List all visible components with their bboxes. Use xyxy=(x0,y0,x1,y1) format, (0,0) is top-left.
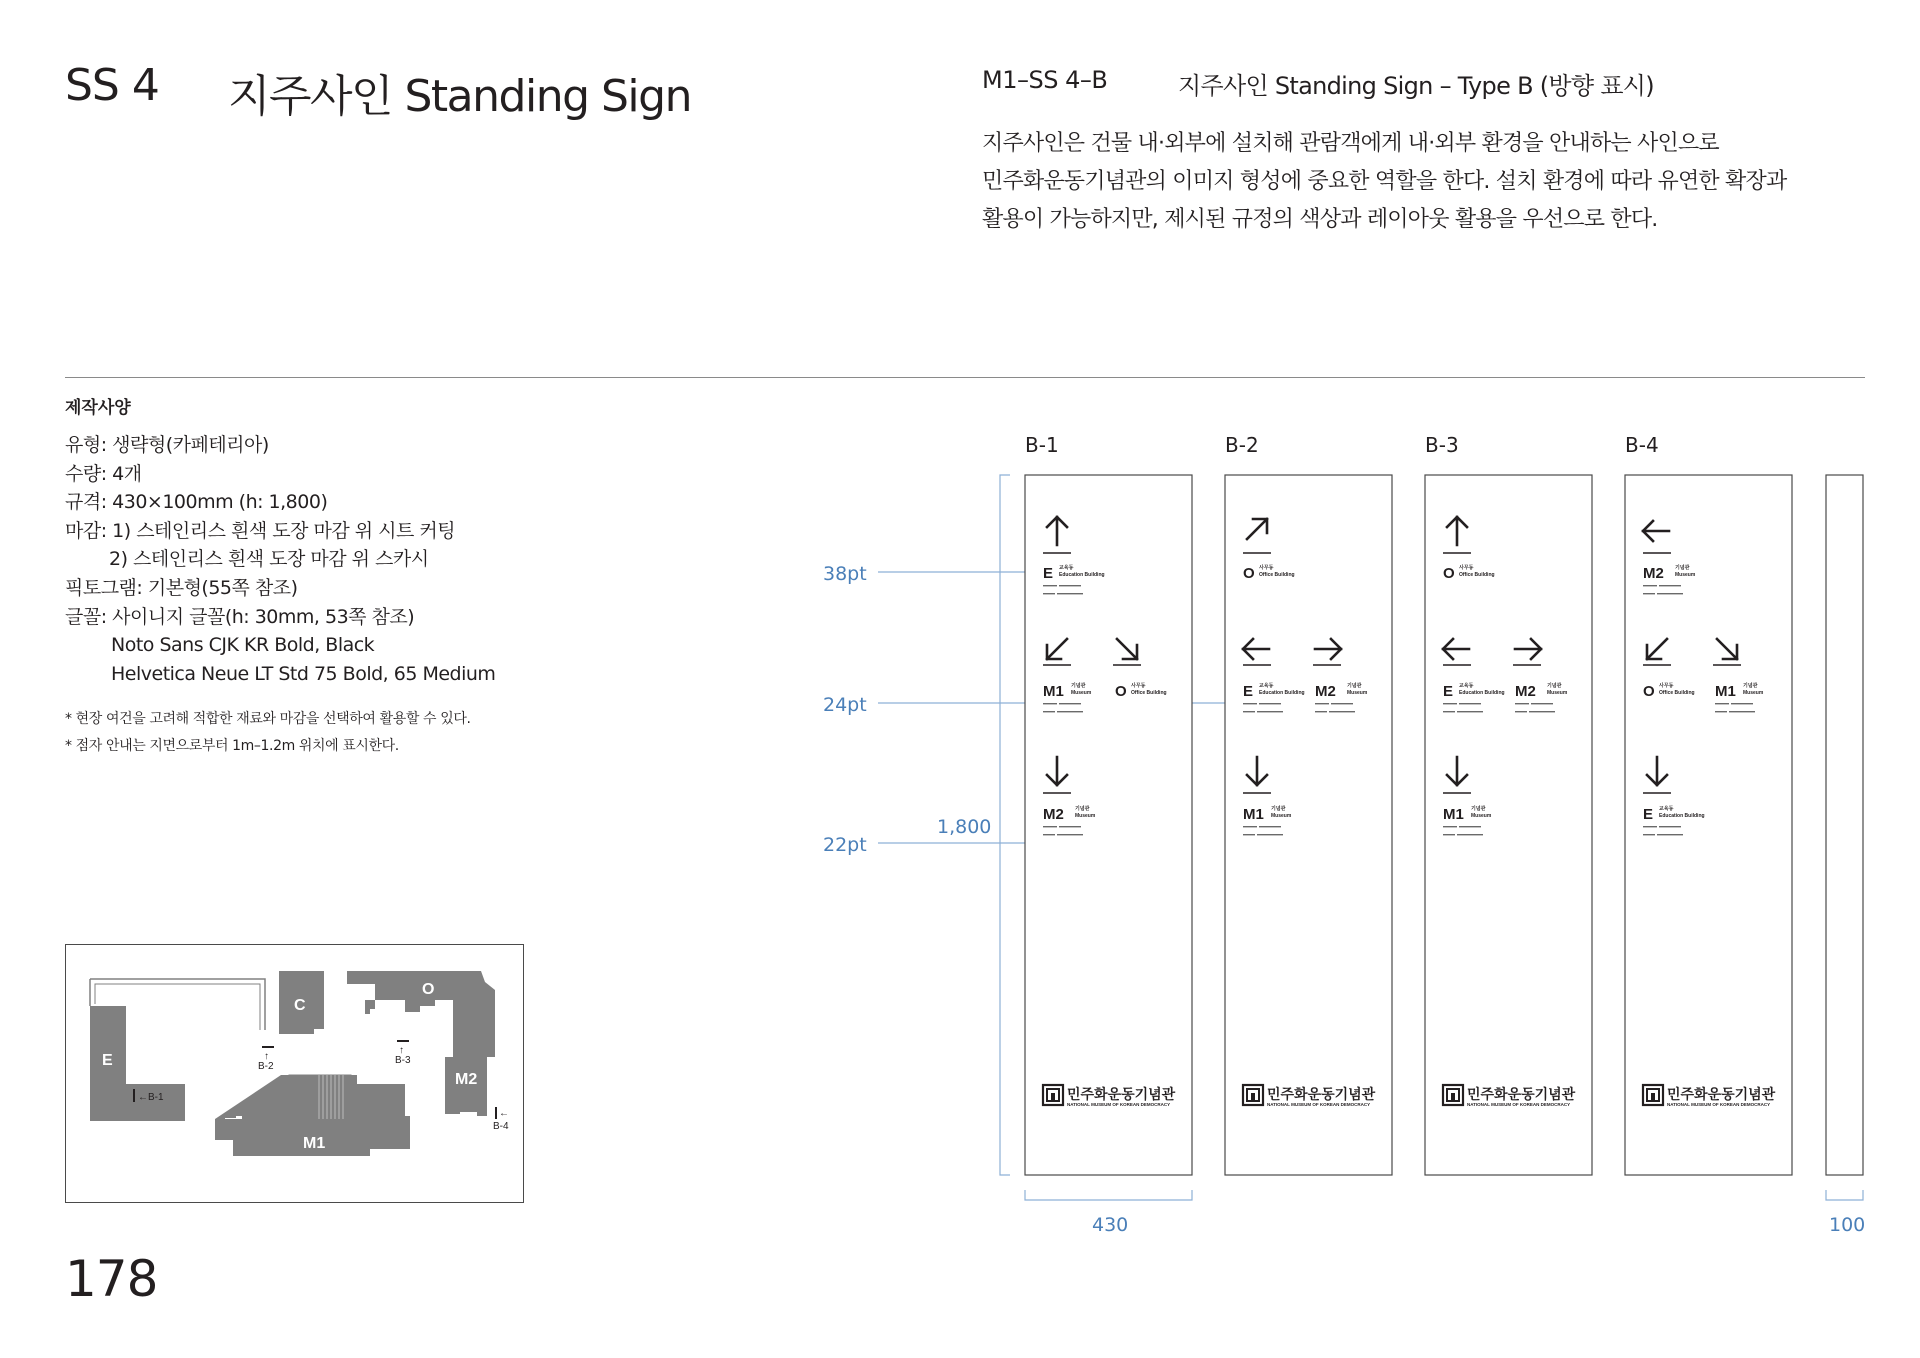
sign-ko: 기념관 xyxy=(1075,806,1090,812)
logo-text: 민주화운동기념관 xyxy=(1467,1087,1576,1103)
sign-en: Museum xyxy=(1547,690,1568,696)
sign-en: Office Building xyxy=(1131,690,1167,696)
spec-size: 규격: 430×100mm (h: 1,800) xyxy=(65,491,328,514)
dim-24pt: 24pt xyxy=(823,694,867,716)
spec-type: 유형: 생략형(카페테리아) xyxy=(65,434,269,456)
panel-label-b3: B-3 xyxy=(1425,433,1459,457)
note-2: * 점자 안내는 지면으로부터 1m–1.2m 위치에 표시한다. xyxy=(65,738,399,754)
page-number: 178 xyxy=(65,1250,158,1308)
sub-code: M1–SS 4–B xyxy=(982,66,1108,94)
dim-height: 1,800 xyxy=(937,816,992,838)
map-label-o: O xyxy=(422,981,435,998)
spec-finish-2: 2) 스테인리스 흰색 도장 마감 위 스카시 xyxy=(109,548,429,571)
sign-ko: 기념관 xyxy=(1547,683,1562,689)
sign-letter: E xyxy=(1043,565,1054,582)
map-arrow-b2: ↑ xyxy=(264,1051,269,1062)
sign-letter: M2 xyxy=(1643,565,1664,582)
spec-font: 글꼴: 사이니지 글꼴(h: 30mm, 53쪽 참조) xyxy=(65,605,415,628)
sub-title: 지주사인 Standing Sign – Type B (방향 표시) xyxy=(1178,72,1654,100)
dim-depth: 100 xyxy=(1829,1214,1866,1236)
map-label-m1: M1 xyxy=(303,1135,326,1152)
dim-width: 430 xyxy=(1092,1214,1129,1236)
sign-ko: 기념관 xyxy=(1271,806,1286,812)
sign-letter: E xyxy=(1243,683,1254,700)
sign-en: Office Building xyxy=(1259,572,1295,578)
sign-en: Museum xyxy=(1471,813,1492,819)
map-label-b2: B-2 xyxy=(258,1061,274,1072)
spec-quantity: 수량: 4개 xyxy=(65,462,142,485)
logo-icon xyxy=(1443,1085,1463,1105)
logo-icon xyxy=(1043,1085,1063,1105)
sign-letter: M1 xyxy=(1443,806,1464,823)
spec-font-1: Noto Sans CJK KR Bold, Black xyxy=(111,634,375,657)
sign-letter: M1 xyxy=(1043,683,1064,700)
spec-pictogram: 픽토그램: 기본형(55쪽 참조) xyxy=(65,576,298,599)
panel-b3 xyxy=(1425,475,1592,1175)
sign-ko: 교육동 xyxy=(1059,565,1074,571)
dim-depth-line xyxy=(1826,1190,1863,1200)
dim-height-line xyxy=(1000,475,1010,1175)
sign-ko: 사무동 xyxy=(1259,565,1274,571)
spec-font-2: Helvetica Neue LT Std 75 Bold, 65 Medium xyxy=(111,662,496,685)
sign-en: Education Building xyxy=(1459,690,1505,696)
sign-letter: O xyxy=(1443,565,1455,582)
sign-en: Museum xyxy=(1271,813,1292,819)
section-code: SS 4 xyxy=(65,60,159,111)
note-1: * 현장 여건을 고려해 적합한 재료와 마감을 선택하여 활용할 수 있다. xyxy=(65,711,471,727)
dim-38pt: 38pt xyxy=(823,563,867,585)
sign-ko: 교육동 xyxy=(1459,683,1474,689)
logo-icon xyxy=(1643,1085,1663,1105)
logo-text-en: NATIONAL MUSEUM OF KOREAN DEMOCRACY xyxy=(1067,1102,1171,1107)
logo-text-en: NATIONAL MUSEUM OF KOREAN DEMOCRACY xyxy=(1267,1102,1371,1107)
logo-icon xyxy=(1243,1085,1263,1105)
sign-en: Education Building xyxy=(1259,690,1305,696)
sign-letter: M2 xyxy=(1043,806,1064,823)
sign-en: Museum xyxy=(1743,690,1764,696)
spec-finish-1: 마감: 1) 스테인리스 흰색 도장 마감 위 시트 커팅 xyxy=(65,519,456,542)
sign-ko: 기념관 xyxy=(1675,565,1690,571)
map-arrow-b4: ← xyxy=(499,1108,509,1119)
map-arrow-b3: ↑ xyxy=(399,1045,404,1056)
sign-ko: 기념관 xyxy=(1347,683,1362,689)
sign-letter: M1 xyxy=(1243,806,1264,823)
panel-label-b2: B-2 xyxy=(1225,433,1259,457)
description-line: 지주사인은 건물 내·외부에 설치해 관람객에게 내·외부 환경을 안내하는 사인으로 xyxy=(982,131,1719,156)
page-title: 지주사인 Standing Sign xyxy=(228,71,691,122)
map-label-b4: B-4 xyxy=(493,1121,509,1132)
logo-text: 민주화운동기념관 xyxy=(1267,1087,1376,1103)
sign-ko: 사무동 xyxy=(1459,565,1474,571)
panel-b2 xyxy=(1225,475,1392,1175)
sign-letter: O xyxy=(1115,683,1127,700)
map-label-c: C xyxy=(294,997,306,1014)
dim-width-line xyxy=(1025,1190,1192,1200)
sign-letter: M1 xyxy=(1715,683,1736,700)
sign-ko: 사무동 xyxy=(1659,683,1674,689)
sign-letter: O xyxy=(1243,565,1255,582)
sign-letter: M2 xyxy=(1315,683,1336,700)
map-label-m2: M2 xyxy=(455,1071,478,1088)
sign-letter: O xyxy=(1643,683,1655,700)
sign-ko: 기념관 xyxy=(1743,683,1758,689)
sign-ko: 교육동 xyxy=(1259,683,1274,689)
description-line: 민주화운동기념관의 이미지 형성에 중요한 역할을 한다. 설치 환경에 따라 유연한 확장과 xyxy=(982,169,1787,194)
sign-en: Office Building xyxy=(1459,572,1495,578)
panel-label-b4: B-4 xyxy=(1625,433,1659,457)
sign-en: Museum xyxy=(1675,572,1696,578)
sign-en: Museum xyxy=(1347,690,1368,696)
panel-label-b1: B-1 xyxy=(1025,433,1059,457)
sign-en: Office Building xyxy=(1659,690,1695,696)
map-label-b3: B-3 xyxy=(395,1055,411,1066)
logo-text: 민주화운동기념관 xyxy=(1667,1087,1776,1103)
map-label-b1: ←B-1 xyxy=(138,1092,164,1103)
sign-en: Museum xyxy=(1071,690,1092,696)
spec-heading: 제작사양 xyxy=(65,398,131,418)
sign-ko: 사무동 xyxy=(1131,683,1146,689)
map-label-e: E xyxy=(102,1052,113,1069)
sign-letter: M2 xyxy=(1515,683,1536,700)
sign-en: Education Building xyxy=(1659,813,1705,819)
sign-ko: 기념관 xyxy=(1471,806,1486,812)
logo-text-en: NATIONAL MUSEUM OF KOREAN DEMOCRACY xyxy=(1667,1102,1771,1107)
sign-en: Education Building xyxy=(1059,572,1105,578)
sign-ko: 기념관 xyxy=(1071,683,1086,689)
logo-text: 민주화운동기념관 xyxy=(1067,1087,1176,1103)
dim-22pt: 22pt xyxy=(823,834,867,856)
description-line: 활용이 가능하지만, 제시된 규정의 색상과 레이아웃 활용을 우선으로 한다. xyxy=(982,207,1658,232)
sign-letter: E xyxy=(1643,806,1654,823)
sign-en: Museum xyxy=(1075,813,1096,819)
sign-ko: 교육동 xyxy=(1659,806,1674,812)
panel-side xyxy=(1826,475,1863,1175)
panel-b4 xyxy=(1625,475,1792,1175)
panel-b1 xyxy=(1025,475,1192,1175)
sign-letter: E xyxy=(1443,683,1454,700)
logo-text-en: NATIONAL MUSEUM OF KOREAN DEMOCRACY xyxy=(1467,1102,1571,1107)
